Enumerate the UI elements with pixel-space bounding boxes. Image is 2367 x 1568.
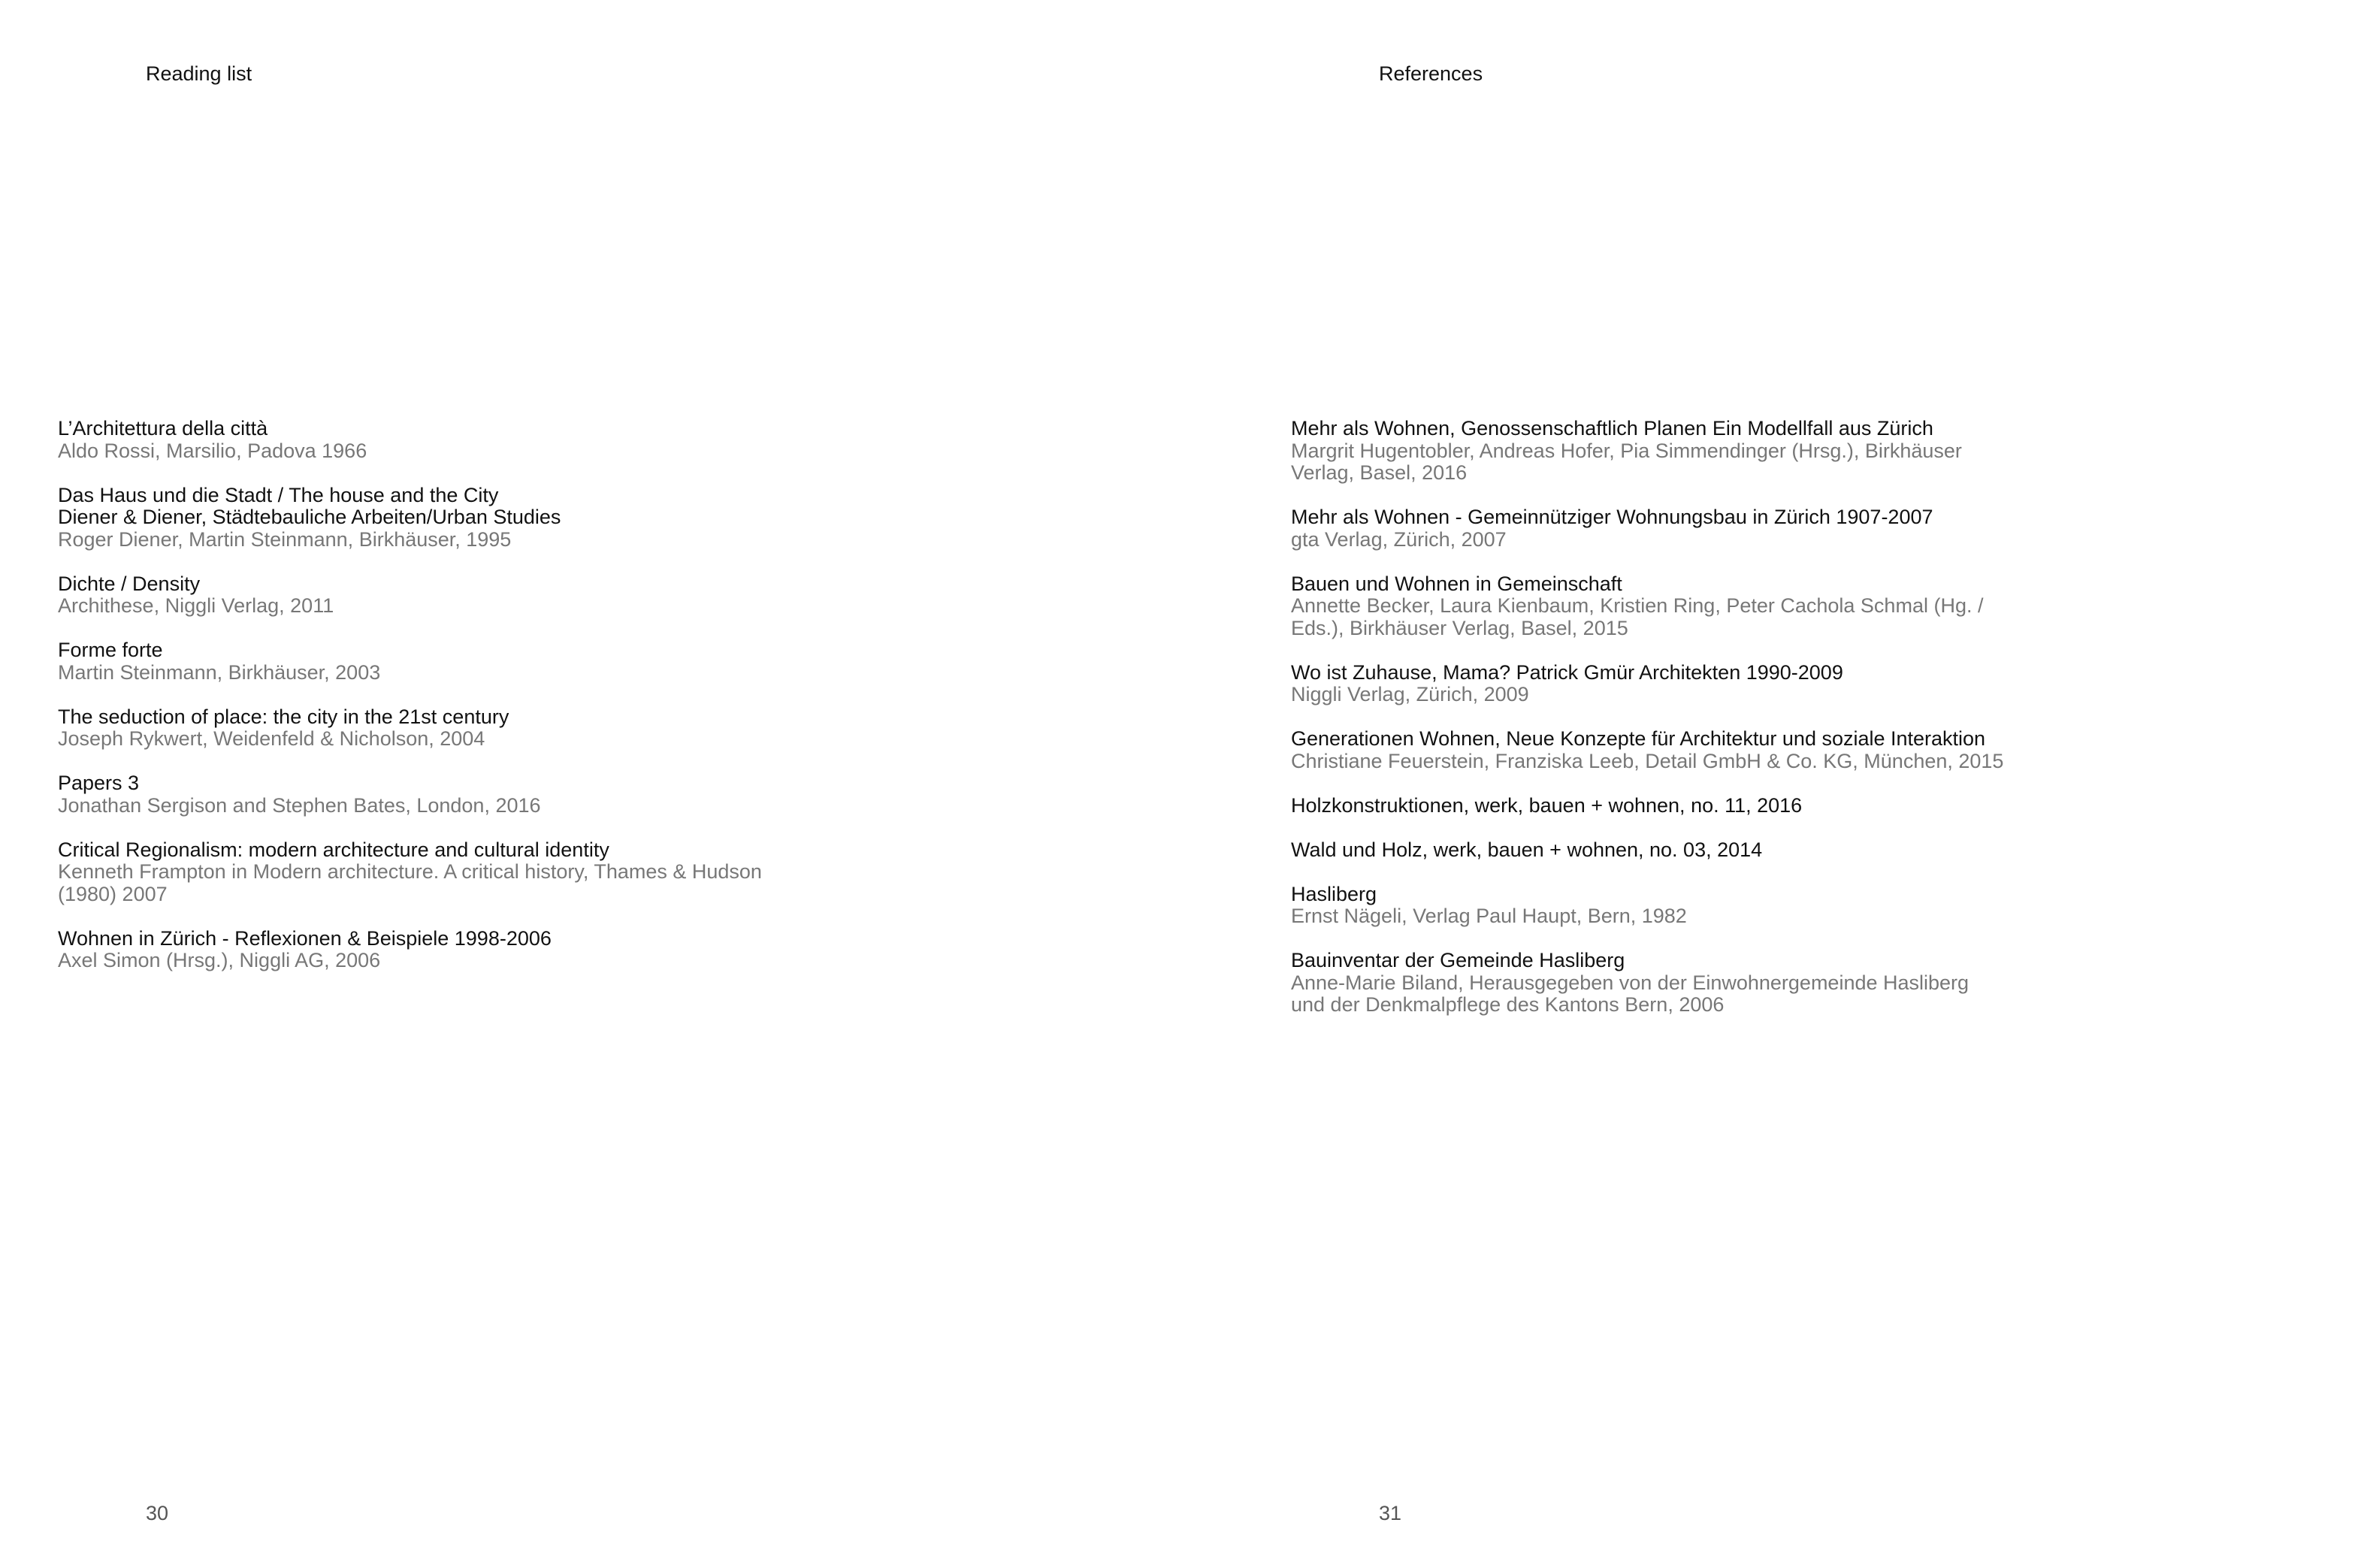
page-number: 31 xyxy=(1379,1502,1402,1524)
running-head-reading-list: Reading list xyxy=(146,62,252,85)
entry-title: Mehr als Wohnen, Genossenschaftlich Planen Ein Modellfall aus Zürich xyxy=(1291,417,1933,440)
entry-title: Das Haus und die Stadt / The house and the City xyxy=(58,483,499,506)
entry-detail: Aldo Rossi, Marsilio, Padova 1966 xyxy=(58,439,367,462)
list-item xyxy=(58,418,779,462)
entry-title: L’Architettura della città xyxy=(58,417,268,440)
list-item xyxy=(1291,506,2005,551)
list-item xyxy=(58,485,779,551)
references-list xyxy=(1291,418,2005,1038)
entry-detail: Niggli Verlag, Zürich, 2009 xyxy=(1291,683,1529,705)
running-head-references: References xyxy=(1379,62,1483,85)
entry-title: Dichte / Density xyxy=(58,572,201,595)
entry-detail: Anne-Marie Biland, Herausgegeben von der Einwohnergemeinde Hasliberg und der Denkmalpflege des Kantons Bern, 2006 xyxy=(1291,971,1969,1016)
entry-detail: Axel Simon (Hrsg.), Niggli AG, 2006 xyxy=(58,949,381,971)
entry-title: Wohnen in Zürich - Reflexionen & Beispiele 1998-2006 xyxy=(58,926,552,950)
entry-detail: Christiane Feuerstein, Franziska Leeb, Detail GmbH & Co. KG, München, 2015 xyxy=(1291,749,2004,772)
entry-title: Holzkonstruktionen, werk, bauen + wohnen, no. 11, 2016 xyxy=(1291,793,1803,817)
reading-list xyxy=(58,418,779,994)
list-item xyxy=(58,772,779,817)
right-page xyxy=(1184,0,2367,1568)
list-item xyxy=(1291,950,2005,1017)
entry-detail: Roger Diener, Martin Steinmann, Birkhäuser, 1995 xyxy=(58,527,512,551)
entry-detail: gta Verlag, Zürich, 2007 xyxy=(1291,527,1507,551)
entry-title: The seduction of place: the city in the 21st century xyxy=(58,705,509,728)
list-item xyxy=(1291,418,2005,485)
list-item xyxy=(58,573,779,618)
entry-title: Wo ist Zuhause, Mama? Patrick Gmür Architekten 1990-2009 xyxy=(1291,660,1843,684)
list-item xyxy=(1291,573,2005,640)
list-item xyxy=(1291,728,2005,772)
entry-detail: Joseph Rykwert, Weidenfeld & Nicholson, 2004 xyxy=(58,727,485,750)
entry-title: Bauinventar der Gemeinde Hasliberg xyxy=(1291,949,1625,971)
entry-title: Critical Regionalism: modern architecture and cultural identity xyxy=(58,838,609,861)
entry-detail: Kenneth Frampton in Modern architecture. A critical history, Thames & Hudson (1980) 2007 xyxy=(58,860,762,905)
entry-title: Mehr als Wohnen - Gemeinnütziger Wohnungsbau in Zürich 1907-2007 xyxy=(1291,506,1933,528)
entry-title: Bauen und Wohnen in Gemeinschaft xyxy=(1291,572,1622,595)
page-number: 30 xyxy=(146,1502,169,1524)
entry-detail: Archithese, Niggli Verlag, 2011 xyxy=(58,594,334,617)
entry-title: Forme forte xyxy=(58,639,163,661)
entry-title: Hasliberg xyxy=(1291,882,1377,905)
entry-detail: Margrit Hugentobler, Andreas Hofer, Pia Simmendinger (Hrsg.), Birkhäuser Verlag, Basel, 2016 xyxy=(1291,439,1962,484)
entry-title: Wald und Holz, werk, bauen + wohnen, no. 03, 2014 xyxy=(1291,838,1763,861)
list-item xyxy=(1291,884,2005,928)
entry-title: Generationen Wohnen, Neue Konzepte für Architektur und soziale Interaktion xyxy=(1291,727,1986,750)
list-item xyxy=(58,928,779,972)
entry-detail: Jonathan Sergison and Stephen Bates, London, 2016 xyxy=(58,793,541,817)
list-item xyxy=(1291,839,2005,862)
entry-detail: Annette Becker, Laura Kienbaum, Kristien Ring, Peter Cachola Schmal (Hg. / Eds.), Birkhäuser Verlag, Basel, 2015 xyxy=(1291,594,1984,639)
list-item xyxy=(1291,795,2005,817)
list-item xyxy=(58,639,779,684)
entry-detail: Ernst Nägeli, Verlag Paul Haupt, Bern, 1982 xyxy=(1291,905,1687,927)
list-item xyxy=(1291,662,2005,706)
entry-title: Papers 3 xyxy=(58,772,140,794)
entry-detail: Martin Steinmann, Birkhäuser, 2003 xyxy=(58,660,381,684)
list-item xyxy=(58,706,779,751)
list-item xyxy=(58,839,779,906)
entry-subtitle: Diener & Diener, Städtebauliche Arbeiten/Urban Studies xyxy=(58,506,561,528)
